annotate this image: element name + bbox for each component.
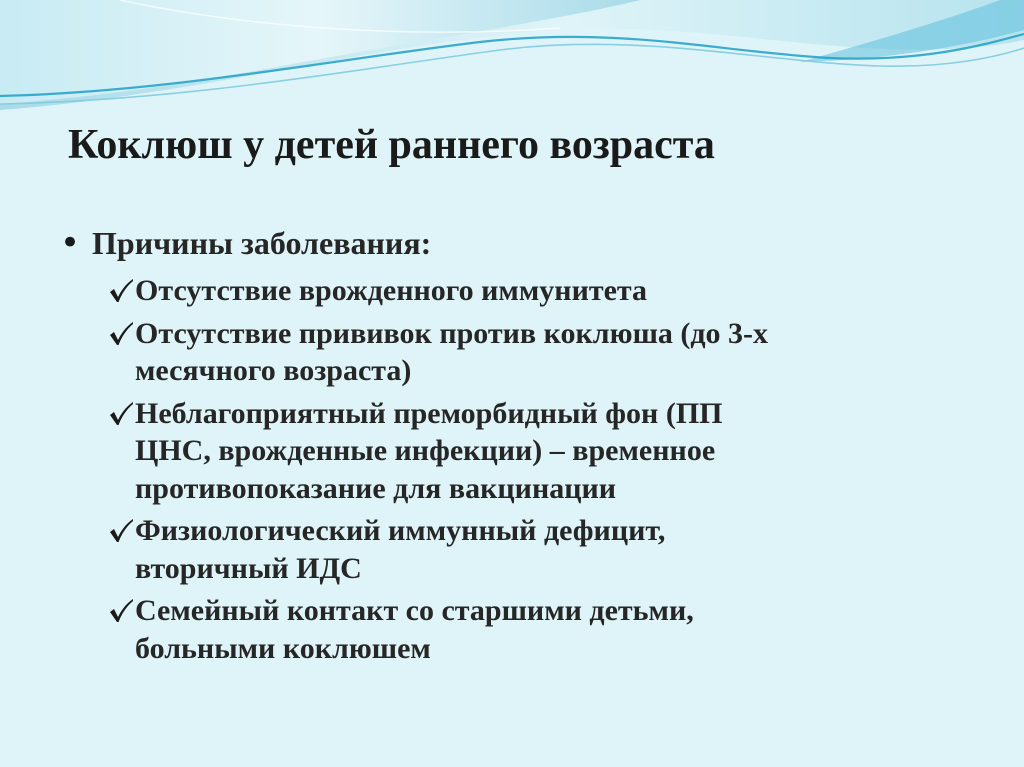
list-item-line: ЦНС, врожденные инфекции) – временное bbox=[135, 434, 716, 467]
checkmark-icon bbox=[108, 598, 134, 624]
list-item-line: Отсутствие врожденного иммунитета bbox=[135, 274, 648, 307]
list-item-line: Отсутствие прививок против коклюша (до 3-х bbox=[135, 316, 769, 350]
list-item bbox=[108, 272, 968, 310]
checkmark-icon bbox=[108, 321, 134, 347]
bullet-heading: Причины заболевания: bbox=[92, 225, 432, 261]
list-item-line: вторичный ИДС bbox=[135, 551, 362, 585]
list-item-line: противопоказание для вакцинации bbox=[135, 471, 617, 505]
list-item-line: месячного возраста) bbox=[135, 354, 412, 387]
list-item-line: Семейный контакт со старшими детьми, bbox=[135, 594, 694, 627]
bullet-item-causes bbox=[60, 224, 960, 264]
slide-title: Коклюш у детей раннего возраста bbox=[68, 122, 715, 168]
checkmark-icon bbox=[108, 518, 134, 544]
bullet-dot-icon: • bbox=[60, 223, 81, 263]
checkmark-icon bbox=[108, 401, 134, 427]
list-item bbox=[108, 315, 968, 390]
decorative-wave-header bbox=[0, 0, 1024, 120]
checkmark-icon bbox=[108, 278, 134, 304]
list-item-line: Физиологический иммунный дефицит, bbox=[135, 514, 666, 547]
list-item bbox=[108, 395, 968, 508]
causes-list bbox=[108, 272, 968, 672]
list-item bbox=[108, 592, 968, 667]
list-item-line: Неблагоприятный преморбидный фон (ПП bbox=[135, 396, 723, 430]
list-item bbox=[108, 512, 968, 587]
list-item-line: больными коклюшем bbox=[135, 631, 431, 665]
